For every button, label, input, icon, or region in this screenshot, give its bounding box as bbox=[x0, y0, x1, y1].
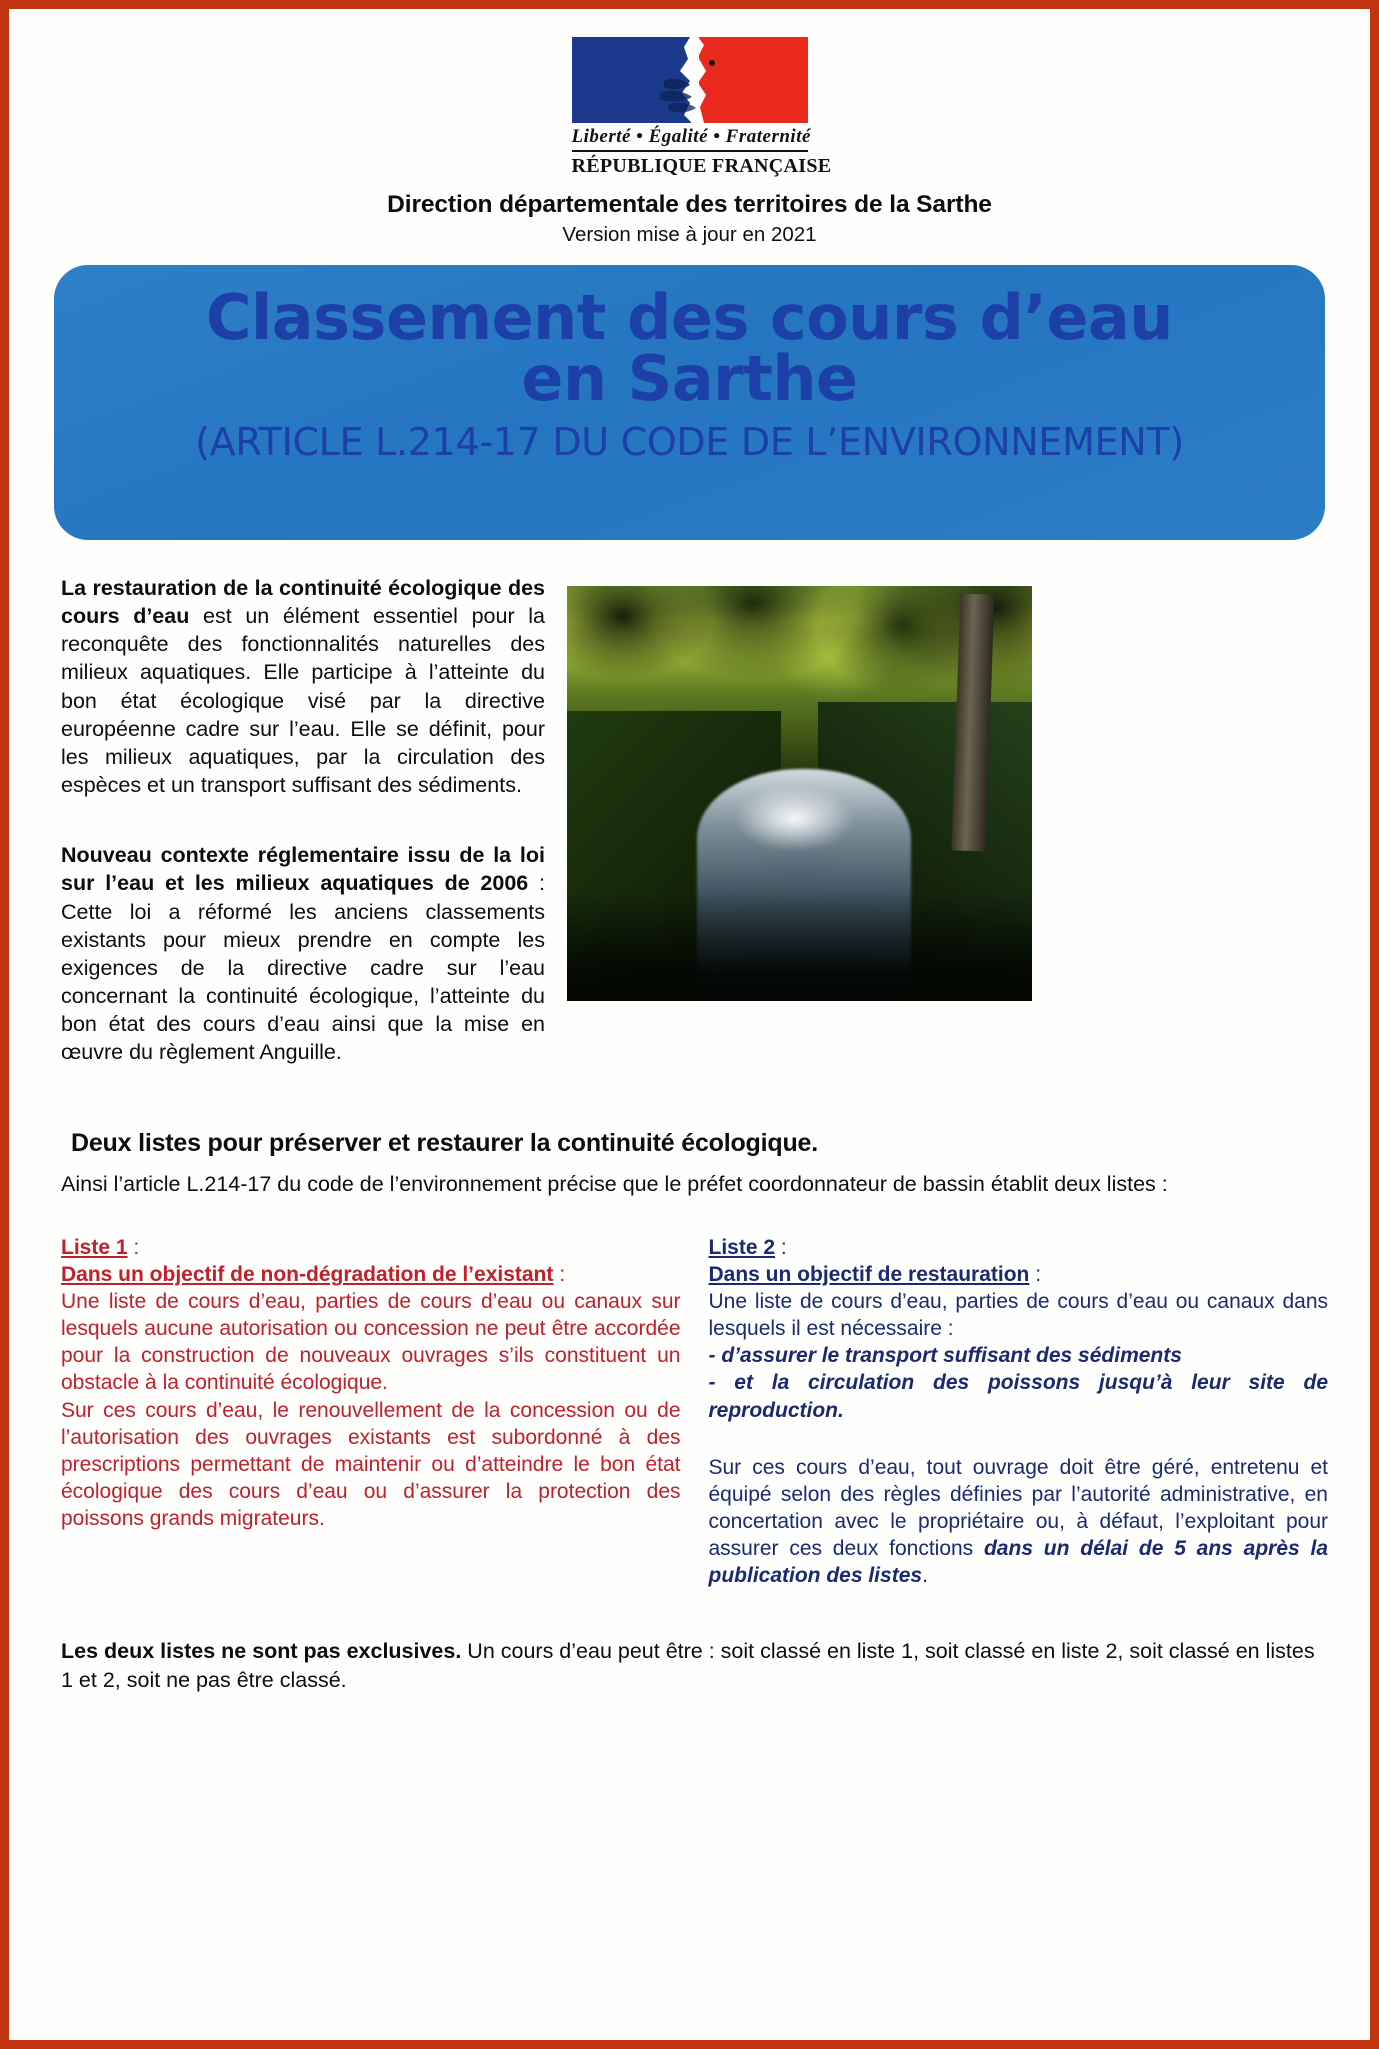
liste-2-label-suffix: : bbox=[775, 1236, 787, 1260]
liste-2-body-2-emphasis: dans un délai de 5 ans après la publication des listes bbox=[708, 1536, 1328, 1587]
intro-paragraph-2-lead: Nouveau contexte réglementaire issu de la loi sur l’eau et les milieux aquatiques de 2006 bbox=[61, 843, 545, 896]
liste-1-label-suffix: : bbox=[127, 1236, 140, 1260]
liste-2-subtitle-suffix: : bbox=[1029, 1263, 1042, 1287]
marianne-profile-icon bbox=[572, 37, 808, 123]
river-photo bbox=[567, 586, 1032, 1001]
title-banner bbox=[54, 265, 1325, 540]
intro-text-column bbox=[61, 574, 545, 1067]
liste-2-header bbox=[709, 1234, 1329, 1261]
intro-paragraph-1-body: est un élément essentiel pour la reconquête des fonctionnalités naturelles des milieux aquatiques. Elle participe à l’atteinte du bon état écologique visé par la directive européenne cadre sur l’eau. Elle se définit, pour les milieux aquatiques, par la circulation des espèces et un transport suffisant des sédiments. bbox=[61, 604, 545, 798]
republic-name: RÉPUBLIQUE FRANÇAISE bbox=[571, 155, 832, 177]
liste-2-bullet-2: - et la circulation des poissons jusqu’à leur site de reproduction. bbox=[708, 1371, 1328, 1422]
liste-1-body-2: Sur ces cours d’eau, le renouvellement de la concession ou de l’autorisation des ouvrages existants est subordonné à des prescriptions permettant de maintenir ou d’atteindre le bon état écologique des cours d’eau ou d’assurer la protection des poissons grands migrateurs. bbox=[61, 1398, 681, 1530]
banner-subtitle: (ARTICLE L.214-17 DU CODE DE L’ENVIRONNEMENT) bbox=[195, 419, 1184, 464]
footer-paragraph-body: Un cours d’eau peut être : soit classé en liste 1, soit classé en liste 2, soit classé en listes 1 et 2, soit ne pas être classé. bbox=[61, 1639, 1315, 1692]
liste-2-body-2-end: . bbox=[922, 1563, 928, 1587]
banner-title-line2: en Sarthe bbox=[521, 342, 858, 416]
liste-1-subtitle: Dans un objectif de non-dégradation de l’existant bbox=[61, 1263, 554, 1287]
liste-2-column bbox=[709, 1234, 1329, 1589]
liste-2-body-2 bbox=[709, 1454, 1329, 1589]
section-heading: Deux listes pour préserver et restaurer la continuité écologique. bbox=[71, 1128, 818, 1157]
liste-1-column bbox=[61, 1234, 681, 1589]
page-content bbox=[9, 9, 1370, 2040]
section-intro-paragraph: Ainsi l’article L.214-17 du code de l’environnement précise que le préfet coordonnateur de bassin établit deux listes : bbox=[61, 1171, 1168, 1196]
footer-paragraph-lead: Les deux listes ne sont pas exclusives. bbox=[61, 1639, 462, 1664]
liste-1-body-1: Une liste de cours d’eau, parties de cours d’eau ou canaux sur lesquels aucune autorisation ou concession ne peut être accordée pour la construction de nouveaux ouvrages s’ils constituent un obstacle à la continuité écologique. bbox=[61, 1290, 681, 1395]
liste-1-subtitle-row bbox=[61, 1261, 681, 1288]
republic-header bbox=[9, 9, 1370, 178]
liste-1-subtitle-suffix: : bbox=[553, 1263, 566, 1287]
liste-2-body-1: Une liste de cours d’eau, parties de cours d’eau ou canaux dans lesquels il est nécessaire : bbox=[708, 1290, 1328, 1341]
liste-2-label: Liste 2 bbox=[708, 1236, 776, 1260]
intro-photo-column bbox=[567, 574, 1322, 1067]
liste-2-bullet-1: - d’assurer le transport suffisant des sédiments bbox=[708, 1344, 1182, 1368]
liste-2-subtitle: Dans un objectif de restauration bbox=[708, 1263, 1030, 1287]
liste-1-header bbox=[61, 1234, 681, 1261]
banner-title-line1: Classement des cours d’eau bbox=[206, 281, 1173, 354]
version-label: Version mise à jour en 2021 bbox=[562, 223, 817, 246]
intro-paragraph-1-lead: La restauration de la continuité écologique des cours d’eau bbox=[61, 576, 545, 629]
intro-paragraph-1 bbox=[61, 574, 545, 799]
french-flag-icon bbox=[572, 37, 808, 123]
intro-section bbox=[61, 574, 1322, 1067]
organization-title: Direction départementale des territoires de la Sarthe bbox=[387, 191, 992, 218]
intro-paragraph-2-body: : Cette loi a réformé les anciens classements existants pour mieux prendre en compte les exigences de la directive cadre sur l’eau concernant la continuité écologique, l’atteinte du bon état des cours d’eau ainsi que la mise en œuvre du règlement Anguille. bbox=[61, 871, 545, 1065]
intro-paragraph-2 bbox=[61, 841, 545, 1066]
liste-2-body-2-part1: Sur ces cours d’eau, tout ouvrage doit être géré, entretenu et équipé selon des règles définies par l’autorité administrative, en concertation avec le propriétaire ou, à défaut, l’exploitant pour assurer ces deux fonctions bbox=[708, 1455, 1328, 1560]
liste-2-subtitle-row bbox=[709, 1261, 1329, 1288]
republic-motto: Liberté • Égalité • Fraternité bbox=[572, 123, 808, 152]
liste-1-label: Liste 1 bbox=[61, 1236, 128, 1260]
footer-paragraph bbox=[61, 1637, 1322, 1694]
photo-foreground-shadow bbox=[567, 893, 1032, 1001]
marianne-logo bbox=[571, 37, 832, 178]
photo-water-reflection bbox=[734, 785, 855, 851]
lists-columns bbox=[61, 1234, 1328, 1589]
